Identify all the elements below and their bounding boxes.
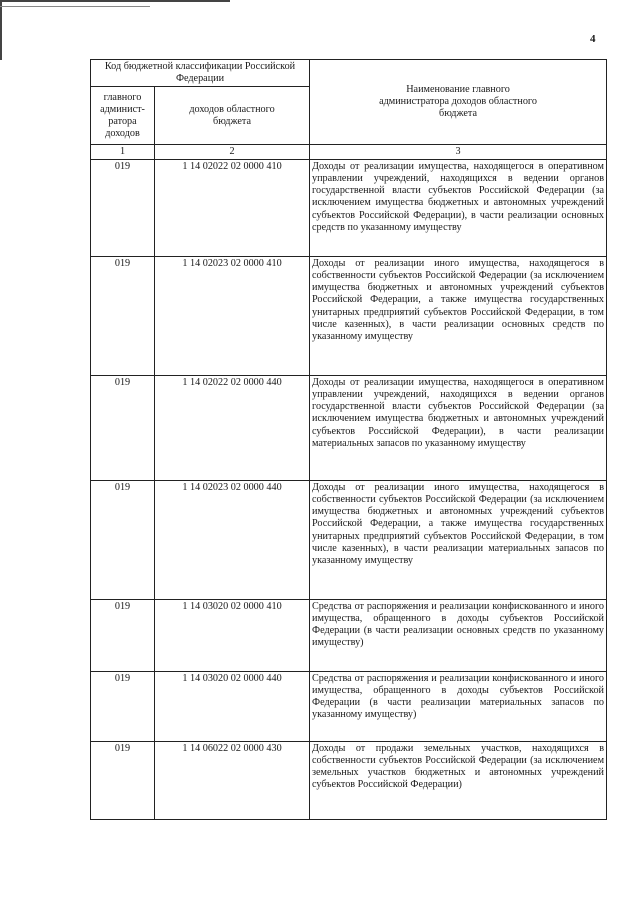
revenue-name: Доходы от реализации иного имущества, находящегося в собственности субъектов Российской Федерации (за исключением имущества бюджетных и автономных учреждений субъектов Российской Федерации, а также имущества государственных унитарных предприятий субъектов Российской Федерации, в том числе казенных), в части реализации материальных запасов по указанному имуществу — [310, 480, 607, 599]
scan-edge-mark — [0, 0, 230, 2]
page-number: 4 — [590, 33, 596, 45]
admin-code: 019 — [91, 375, 155, 480]
admin-code: 019 — [91, 599, 155, 671]
budget-code: 1 14 03020 02 0000 440 — [155, 671, 310, 741]
budget-code: 1 14 02023 02 0000 410 — [155, 256, 310, 375]
header-admin-column: главного админист-ратора доходов — [91, 87, 155, 145]
scan-edge-mark — [0, 0, 2, 60]
admin-code: 019 — [91, 741, 155, 819]
admin-code: 019 — [91, 671, 155, 741]
revenue-name: Средства от распоряжения и реализации конфискованного и иного имущества, обращенного в доходы субъектов Российской Федерации (в части реализации основных средств по указанному имуществу) — [310, 599, 607, 671]
header-code-column: доходов областного бюджета — [155, 87, 310, 145]
column-number: 2 — [155, 145, 310, 159]
table-row — [91, 599, 607, 671]
column-number: 3 — [310, 145, 607, 159]
table-row — [91, 375, 607, 480]
revenue-name: Доходы от продажи земельных участков, находящихся в собственности субъектов Российской Федерации (за исключением земельных участков бюджетных и автономных учреждений субъектов Российской Федерации) — [310, 741, 607, 819]
table-row — [91, 671, 607, 741]
revenue-name: Средства от распоряжения и реализации конфискованного и иного имущества, обращенного в доходы субъектов Российской Федерации (в части реализации материальных запасов по указанному имуществу) — [310, 671, 607, 741]
table-row — [91, 159, 607, 256]
table-row — [91, 741, 607, 819]
admin-code: 019 — [91, 159, 155, 256]
budget-code: 1 14 02022 02 0000 440 — [155, 375, 310, 480]
revenue-name: Доходы от реализации иного имущества, находящегося в собственности субъектов Российской Федерации (за исключением имущества бюджетных и автономных учреждений субъектов Российской Федерации, а также имущества государственных унитарных предприятий субъектов Российской Федерации, в том числе казенных), в части реализации основных средств по указанному имуществу — [310, 256, 607, 375]
admin-code: 019 — [91, 256, 155, 375]
header-name-column: Наименование главного администратора доходов областного бюджета — [310, 60, 607, 145]
header-budget-classification: Код бюджетной классификации Российской Федерации — [91, 60, 310, 87]
revenue-name: Доходы от реализации имущества, находящегося в оперативном управлении учреждений, находящихся в ведении органов государственной власти субъектов Российской Федерации (за исключением имущества бюджетных и автономных учреждений субъектов Российской Федерации), в части реализации материальных запасов по указанному имуществу — [310, 375, 607, 480]
table-row — [91, 480, 607, 599]
scan-edge-mark — [0, 6, 150, 7]
budget-code: 1 14 06022 02 0000 430 — [155, 741, 310, 819]
table-row — [91, 256, 607, 375]
budget-code: 1 14 03020 02 0000 410 — [155, 599, 310, 671]
revenue-name: Доходы от реализации имущества, находящегося в оперативном управлении учреждений, находящихся в ведении органов государственной власти субъектов Российской Федерации (за исключением имущества бюджетных и автономных учреждений субъектов Российской Федерации), в части реализации основных средств по указанному имуществу — [310, 159, 607, 256]
budget-code: 1 14 02022 02 0000 410 — [155, 159, 310, 256]
column-number: 1 — [91, 145, 155, 159]
budget-code: 1 14 02023 02 0000 440 — [155, 480, 310, 599]
admin-code: 019 — [91, 480, 155, 599]
revenue-codes-table — [90, 59, 607, 820]
